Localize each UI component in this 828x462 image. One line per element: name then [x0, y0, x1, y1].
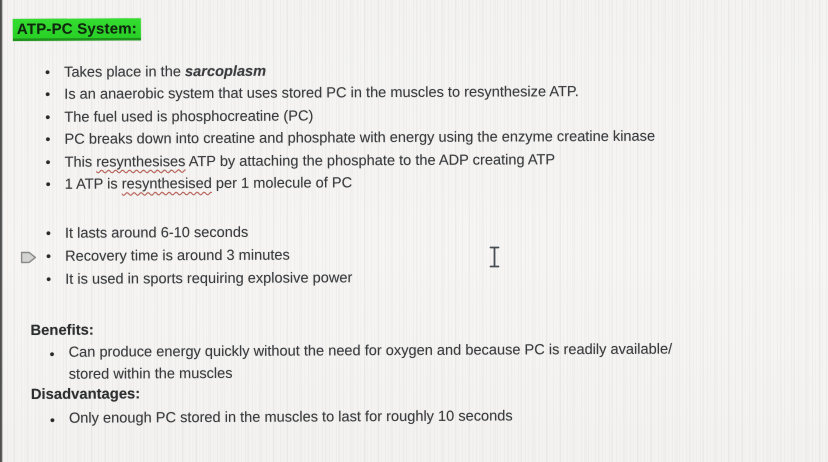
bullet-icon: •	[45, 86, 51, 103]
bullet-list-main	[0, 58, 828, 197]
bullet-icon: •	[45, 131, 51, 148]
emphasized-term: sarcoplasm	[184, 63, 267, 81]
list-item-text: PC breaks down into creatine and phosphate with energy using the enzyme creatine kinase	[64, 128, 656, 148]
paragraph-drag-handle-icon[interactable]	[20, 250, 37, 265]
disadvantages-text: Only enough PC stored in the muscles to last for roughly 10 seconds	[68, 408, 513, 427]
bullet-icon: •	[45, 175, 51, 192]
list-item-text: 1 ATP is resynthesised per 1 molecule of PC	[64, 175, 353, 193]
bullet-icon: •	[45, 108, 51, 125]
bullet-icon: •	[45, 224, 51, 241]
list-item-sports[interactable]	[0, 265, 828, 292]
bullet-icon: •	[49, 345, 55, 362]
list-item-text: Takes place in the sarcoplasm	[64, 63, 267, 81]
bullet-icon: •	[49, 411, 55, 428]
bullet-icon: •	[45, 153, 51, 170]
list-item-text: This resynthesises ATP by attaching the phosphate to the ADP creating ATP	[64, 151, 556, 171]
disadvantages-heading[interactable]: Disadvantages:	[30, 386, 141, 403]
spellcheck-flagged-word: resynthesised	[121, 175, 212, 193]
bullet-list-timing	[0, 219, 828, 292]
list-item-text: It lasts around 6-10 seconds	[64, 224, 249, 242]
disadvantages-bullet-item[interactable]	[1, 404, 759, 430]
text-ibeam-cursor-icon	[488, 246, 501, 268]
list-item-one-atp[interactable]	[0, 170, 828, 197]
page-title[interactable]: ATP-PC System:	[13, 18, 141, 41]
bullet-icon: •	[45, 63, 51, 80]
spellcheck-flagged-word: resynthesises	[96, 153, 186, 171]
list-item-text: The fuel used is phosphocreatine (PC)	[64, 108, 314, 126]
benefits-text-line2: stored within the muscles	[68, 366, 233, 384]
list-item-text: Recovery time is around 3 minutes	[65, 247, 290, 265]
bullet-icon: •	[46, 247, 52, 264]
list-item-text: Is an anaerobic system that uses stored PC in the muscles to resynthesize ATP.	[64, 84, 579, 104]
bullet-icon: •	[46, 270, 52, 287]
benefits-text-line1: Can produce energy quickly without the need for oxygen and because PC is readily available/	[68, 341, 673, 361]
list-item-text: It is used in sports requiring explosive power	[65, 270, 353, 288]
benefits-heading[interactable]: Benefits:	[30, 322, 94, 339]
benefits-bullet-item[interactable]	[1, 338, 759, 387]
